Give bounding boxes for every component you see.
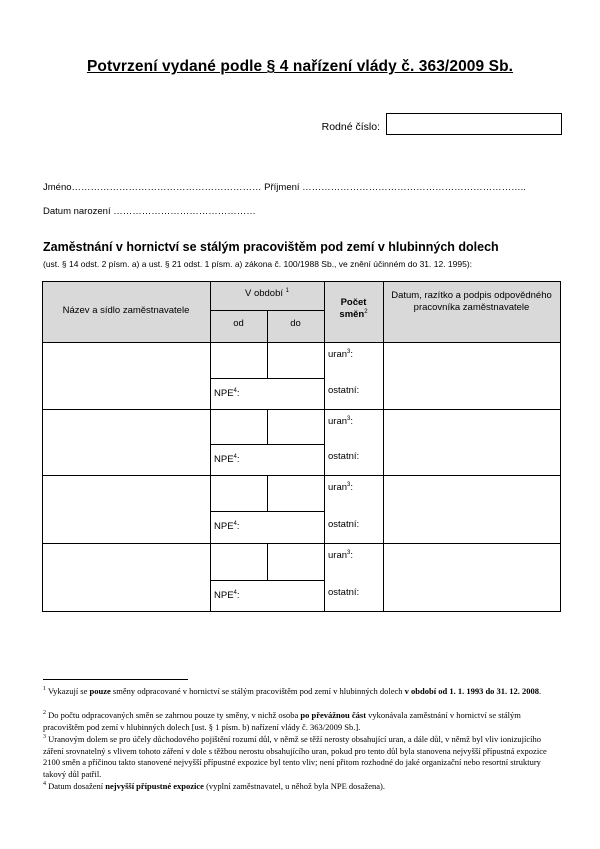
header-period-label: V období $^1$ [244, 287, 290, 299]
employer-cell[interactable] [42, 475, 210, 543]
footnote-4: $^4$ Datum dosažení nejvyšší přípustné expozice (vyplní zaměstnavatel, u něhož byla NPE dosažena). [43, 781, 385, 791]
period-to-cell[interactable] [267, 475, 324, 511]
header-employer-label: Název a sídlo zaměstnavatele [62, 305, 190, 316]
signature-cell[interactable] [383, 342, 560, 409]
rodne-cislo-field[interactable] [386, 113, 562, 135]
footnote-2: $^2$ Do počtu odpracovaných směn se zahrnou pouze ty směny, v nichž osoba po převážnou část vykonávala zaměstnání v hornictví se stálým pracovištěm pod zemí v hlubinných dolech [ust. § 1 písm. b) nařízení vlády č. 363/2009 Sb.]. [43, 710, 521, 732]
footnote-3: $^3$ Uranovým dolem se pro účely důchodového pojištění rozumí důl, v němž se těží nerosty obsahující uran, a dále důl, v němž byl vliv ionizujícího záření srovnatelný s vlivem tohoto záření v dole s těžbou nerostu obsahujícího uran, pokud pro tento důl byla stanovena nejvyšší přípustná expozice 2100 směn a příčinou takto stanovené nejvyšší přípustné expozice byl tento vliv; není přitom rozhodné do jaké organizační nebo resortní struktury takový důl patřil. [43, 734, 547, 779]
uran-shifts-field[interactable]: uran$^3$: [328, 481, 353, 493]
period-to-cell[interactable] [267, 409, 324, 444]
page-title: Potvrzení vydané podle § 4 nařízení vlády č. 363/2009 Sb. [86, 58, 514, 75]
period-from-cell[interactable] [210, 342, 267, 378]
rodne-cislo-label: Rodné číslo: [321, 121, 380, 133]
other-shifts-field[interactable]: ostatní: [328, 385, 360, 396]
employer-cell[interactable] [42, 409, 210, 475]
period-to-cell[interactable] [267, 543, 324, 580]
uran-shifts-field[interactable]: uran$^3$: [328, 549, 353, 561]
header-shifts-label: Počet směn$^2$ [339, 297, 368, 320]
uran-shifts-field[interactable]: uran$^3$: [328, 415, 353, 427]
period-from-cell[interactable] [210, 409, 267, 444]
uran-shifts-field[interactable]: uran$^3$: [328, 348, 353, 360]
other-shifts-field[interactable]: ostatní: [328, 451, 360, 462]
signature-cell[interactable] [383, 475, 560, 543]
other-shifts-field[interactable]: ostatní: [328, 587, 360, 598]
npe-field[interactable]: NPE$^4$: [214, 387, 240, 399]
employer-cell[interactable] [42, 342, 210, 409]
period-from-cell[interactable] [210, 475, 267, 511]
signature-cell[interactable] [383, 409, 560, 475]
npe-field[interactable]: NPE$^4$: [214, 520, 240, 532]
npe-field[interactable]: NPE$^4$: [214, 453, 240, 465]
period-to-cell[interactable] [267, 342, 324, 378]
employer-cell[interactable] [42, 543, 210, 611]
header-to-label: do [290, 318, 301, 329]
footnote-1: $^1$ Vykazují se pouze směny odpracované v hornictví se stálým pracovištěm pod zemí v hlubinných dolech v období od 1. 1. 1993 do 31. 12. 2008. [43, 686, 542, 696]
header-from-label: od [233, 318, 244, 329]
header-signature-label: Datum, razítko a podpis odpovědného pracovníka zaměstnavatele [391, 290, 552, 313]
section-heading: Zaměstnání v hornictví se stálým pracovištěm pod zemí v hlubinných dolech [43, 240, 499, 254]
period-from-cell[interactable] [210, 543, 267, 580]
signature-cell[interactable] [383, 543, 560, 611]
footnote-rule [43, 679, 188, 680]
birth-date-line[interactable]: Datum narození ……………………………………… [43, 206, 256, 217]
other-shifts-field[interactable]: ostatní: [328, 519, 360, 530]
section-subheading: (ust. § 14 odst. 2 písm. a) a ust. § 21 odst. 1 písm. a) zákona č. 100/1988 Sb., ve znění účinném do 31. 12. 1995): [43, 259, 473, 269]
npe-field[interactable]: NPE$^4$: [214, 589, 240, 601]
name-surname-line[interactable]: Jméno…………………………………………………… Příjmení …………………………………………………………….. [43, 182, 526, 193]
